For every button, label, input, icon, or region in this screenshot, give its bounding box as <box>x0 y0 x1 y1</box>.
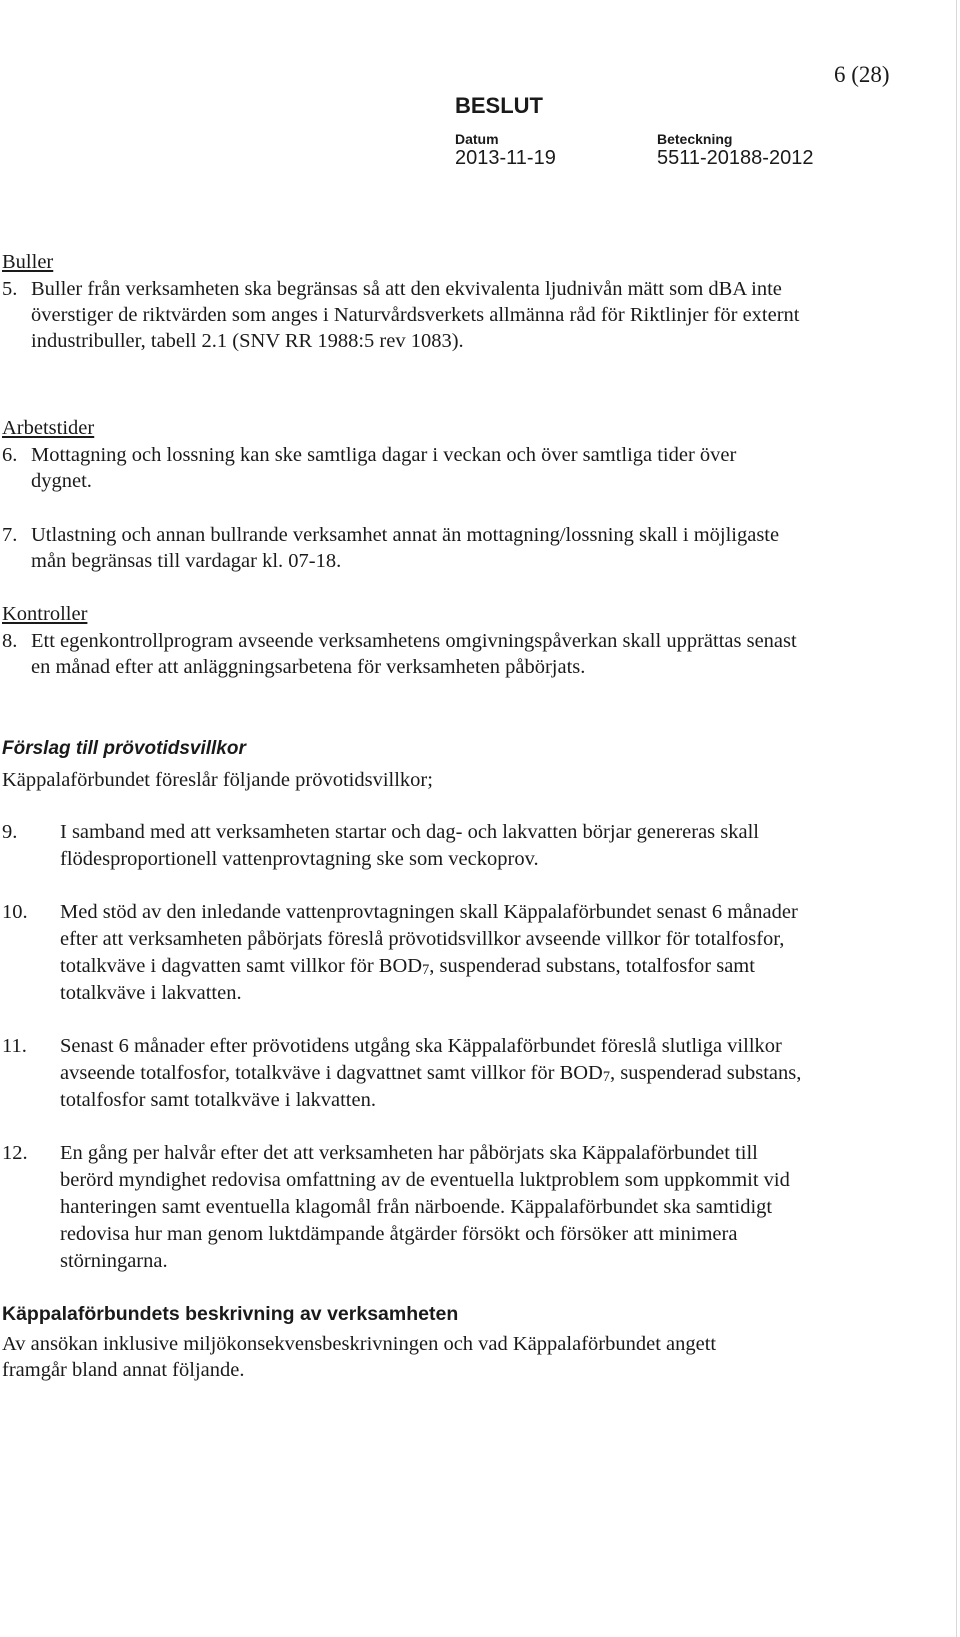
condition-9 <box>2 819 802 873</box>
reference-value: 5511-20188-2012 <box>657 147 814 169</box>
condition-text: Utlastning och annan bullrande verksamhet annat än mottagning/lossning skall i möjligaste mån begränsas till vardagar kl. 07-18. <box>31 524 780 572</box>
document-type: BESLUT <box>455 93 543 118</box>
condition-number: 10. <box>2 901 28 923</box>
condition-text: I samband med att verksamheten startar och dag- och lakvatten börjar genereras skall flödesproportionell vattenprovtagning ske som veckoprov. <box>60 821 759 870</box>
condition-text <box>60 899 802 1007</box>
heading-provotidsvillkor: Förslag till prövotidsvillkor <box>2 738 246 759</box>
page-number: 6 (28) <box>834 62 890 87</box>
condition-8 <box>2 628 802 680</box>
reference-label: Beteckning <box>657 131 733 147</box>
condition-text: Buller från verksamheten ska begränsas så att den ekvivalenta ljudnivån mätt som dBA inte överstiger de riktvärden som anges i Naturvårdsverkets allmänna råd för Riktlinjer för externt industribuller, tabell 2.1 (SNV RR 1988:5 rev 1083). <box>31 278 800 352</box>
condition-text-part: , suspenderad substans, totalfosfor samt totalkväve i lakvatten. <box>60 955 755 1004</box>
condition-number: 7. <box>2 524 18 546</box>
heading-kontroller: Kontroller <box>2 603 88 625</box>
condition-text: Mottagning och lossning kan ske samtliga dagar i veckan och över samtliga tider över dygnet. <box>31 444 737 492</box>
condition-text-part: Med stöd av den inledande vattenprovtagningen skall Käppalaförbundet senast 6 månader efter att verksamheten påbörjats föreslå prövotidsvillkor avseende villkor för totalfosfor, totalkväve i dagvatten samt villkor för BOD <box>60 901 798 977</box>
condition-6 <box>2 442 802 494</box>
condition-text <box>60 1033 802 1114</box>
heading-buller: Buller <box>2 251 54 273</box>
condition-number: 9. <box>2 821 18 843</box>
condition-text: En gång per halvår efter det att verksamheten har påbörjats ska Käppalaförbundet till berörd myndighet redovisa omfattning av de eventuella luktproblem som uppkommit vid hanteringen samt eventuella klagomål från närboende. Käppalaförbundet ska samtidigt redovisa hur man genom luktdämpande åtgärder försökt och försöker att minimera störningarna. <box>60 1142 790 1272</box>
condition-10 <box>2 899 802 1007</box>
subscript: 7 <box>602 1069 611 1085</box>
date-label: Datum <box>455 131 499 147</box>
condition-12 <box>2 1140 802 1275</box>
condition-number: 12. <box>2 1142 28 1164</box>
date-value: 2013-11-19 <box>455 147 556 169</box>
heading-beskrivning: Käppalaförbundets beskrivning av verksamheten <box>2 1303 459 1325</box>
condition-number: 6. <box>2 444 18 466</box>
condition-7 <box>2 522 802 574</box>
condition-11 <box>2 1033 802 1114</box>
provotid-intro: Käppalaförbundet föreslår följande prövotidsvillkor; <box>2 769 433 791</box>
condition-text-part: Senast 6 månader efter prövotidens utgång ska Käppalaförbundet föreslå slutliga villkor avseende totalfosfor, totalkväve i dagvattnet samt villkor för BOD <box>60 1035 782 1084</box>
beskrivning-text: Av ansökan inklusive miljökonsekvensbeskrivningen och vad Käppalaförbundet angett framgår bland annat följande. <box>2 1333 717 1381</box>
condition-number: 5. <box>2 278 18 300</box>
condition-number: 11. <box>2 1035 27 1057</box>
condition-number: 8. <box>2 630 18 652</box>
condition-text: Ett egenkontrollprogram avseende verksamhetens omgivningspåverkan skall upprättas senast en månad efter att anläggningsarbetena för verksamheten påbörjats. <box>31 630 797 678</box>
page-edge-line <box>956 0 957 1637</box>
condition-5 <box>2 276 802 354</box>
heading-arbetstider: Arbetstider <box>2 417 95 439</box>
condition-text-part: , suspenderad substans, totalfosfor samt totalkväve i lakvatten. <box>60 1062 802 1111</box>
subscript: 7 <box>422 962 430 978</box>
